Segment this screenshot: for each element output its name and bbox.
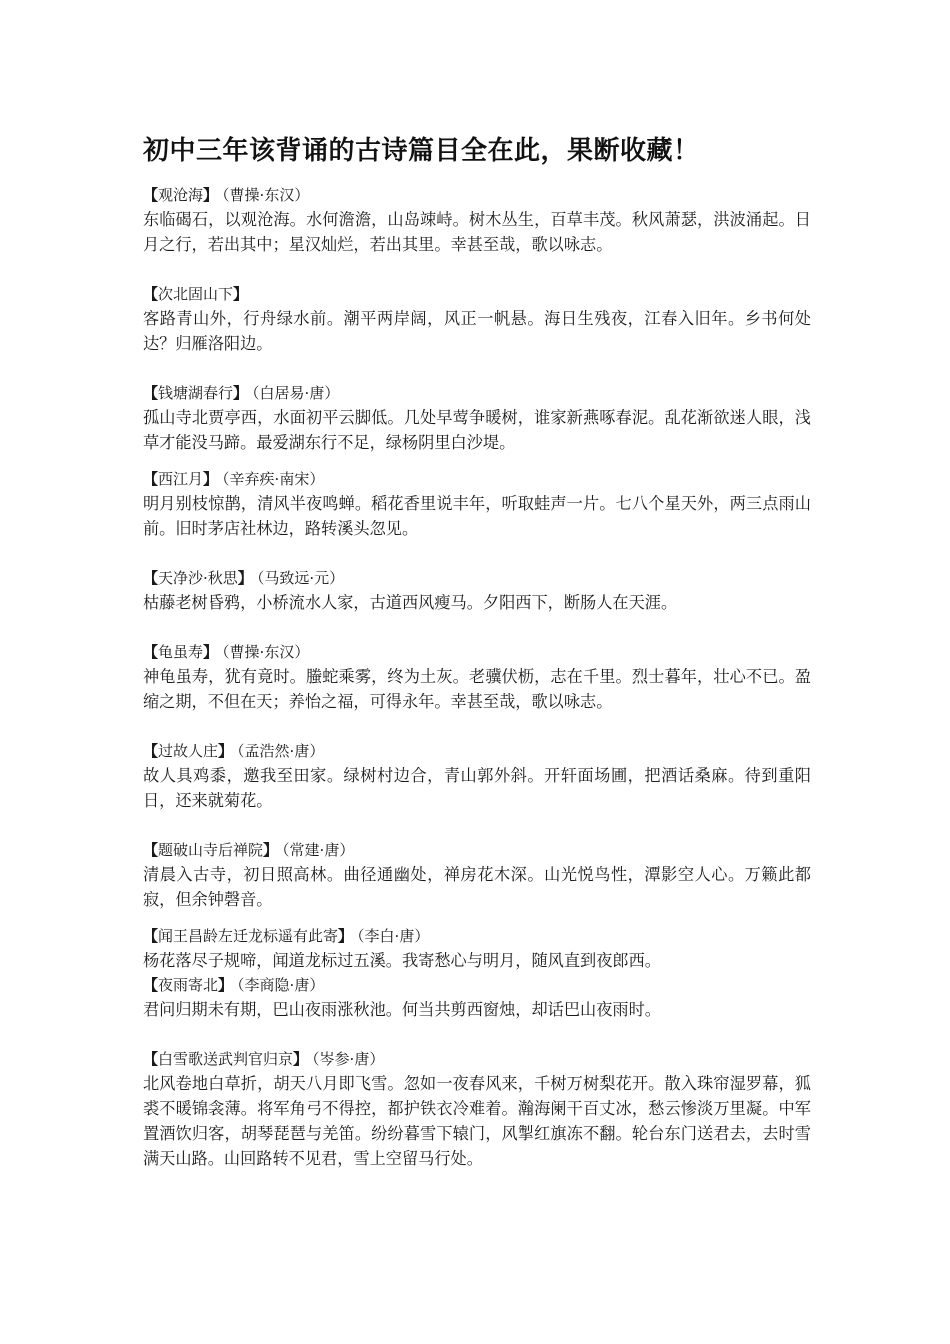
poem-heading: 【闻王昌龄左迁龙标遥有此寄】 （李白·唐） xyxy=(143,927,430,945)
poem-heading: 【龟虽寿】 （曹操·东汉） xyxy=(143,643,310,661)
poem-author: （孟浩然·唐） xyxy=(237,742,325,760)
poem-heading: 【白雪歌送武判官归京】 （岑参·唐） xyxy=(143,1050,385,1068)
poem-heading: 【西江月】 （辛弃疾·南宋） xyxy=(143,470,325,488)
poem-wen-wang-chang-ling xyxy=(143,924,811,973)
poem-heading: 【天净沙·秋思】 （马致远·元） xyxy=(143,569,345,587)
poem-title: 次北固山下 xyxy=(158,285,234,303)
document-title: 初中三年该背诵的古诗篇目全在此，果断收藏！ xyxy=(143,136,700,166)
poem-gui-sui-shou xyxy=(143,640,811,714)
poem-heading: 【夜雨寄北】 （李商隐·唐） xyxy=(143,976,325,994)
poem-heading: 【过故人庄】 （孟浩然·唐） xyxy=(143,742,325,760)
poem-title: 闻王昌龄左迁龙标遥有此寄 xyxy=(158,927,339,945)
poem-text: 明月别枝惊鹊，清风半夜鸣蝉。稻花香里说丰年，听取蛙声一片。七八个星天外，两三点雨山前。旧时茅店社林边，路转溪头忽见。 xyxy=(143,494,811,538)
poem-title: 钱塘湖春行 xyxy=(158,384,234,402)
poem-text: 东临碣石，以观沧海。水何澹澹，山岛竦峙。树木丛生，百草丰茂。秋风萧瑟，洪波涌起。日月之行，若出其中；星汉灿烂，若出其里。幸甚至哉，歌以咏志。 xyxy=(143,210,811,254)
poem-xi-jiang-yue xyxy=(143,467,811,541)
poem-author: （李商隐·唐） xyxy=(237,976,325,994)
poem-text: 神龟虽寿，犹有竟时。螣蛇乘雾，终为土灰。老骥伏枥，志在千里。烈士暮年，壮心不已。盈缩之期，不但在天；养怡之福，可得永年。幸甚至哉，歌以咏志。 xyxy=(143,667,811,711)
poem-text: 枯藤老树昏鸦，小桥流水人家，古道西风瘦马。夕阳西下，断肠人在天涯。 xyxy=(143,593,678,612)
poem-title: 白雪歌送武判官归京 xyxy=(158,1050,294,1068)
poem-author: （白居易·唐） xyxy=(252,384,340,402)
poem-text: 清晨入古寺，初日照高林。曲径通幽处，禅房花木深。山光悦鸟性，潭影空人心。万籁此都寂，但余钟磬音。 xyxy=(143,865,811,909)
poem-title: 天净沙·秋思 xyxy=(158,569,238,587)
poem-tian-jing-sha-qiu-si xyxy=(143,566,811,615)
poem-author: （曹操·东汉） xyxy=(222,643,310,661)
poem-author: （常建·唐） xyxy=(282,841,355,859)
poem-ti-po-shan-si-hou-chan-yuan xyxy=(143,838,811,912)
poem-author: （岑参·唐） xyxy=(312,1050,385,1068)
poem-text: 故人具鸡黍，邀我至田家。绿树村边合，青山郭外斜。开轩面场圃，把酒话桑麻。待到重阳日，还来就菊花。 xyxy=(143,766,811,810)
poem-heading: 【次北固山下】 xyxy=(143,285,249,303)
poem-author: （李白·唐） xyxy=(357,927,430,945)
poem-author: （曹操·东汉） xyxy=(222,186,310,204)
poem-title: 过故人庄 xyxy=(158,742,219,760)
poem-title: 夜雨寄北 xyxy=(158,976,219,994)
poem-text: 客路青山外，行舟绿水前。潮平两岸阔，风正一帆悬。海日生残夜，江春入旧年。乡书何处达？归雁洛阳边。 xyxy=(143,309,811,353)
poem-text: 孤山寺北贾亭西，水面初平云脚低。几处早莺争暖树，谁家新燕啄春泥。乱花渐欲迷人眼，浅草才能没马蹄。最爱湖东行不足，绿杨阴里白沙堤。 xyxy=(143,408,811,452)
poem-heading: 【题破山寺后禅院】 （常建·唐） xyxy=(143,841,355,859)
poem-heading: 【观沧海】 （曹操·东汉） xyxy=(143,186,310,204)
poem-ci-bei-gu-shan-xia xyxy=(143,282,811,356)
poem-bai-xue-ge xyxy=(143,1047,811,1171)
document-page xyxy=(143,131,811,1171)
poem-ye-yu-ji-bei xyxy=(143,973,811,1022)
poem-title: 西江月 xyxy=(158,470,204,488)
poem-text: 杨花落尽子规啼，闻道龙标过五溪。我寄愁心与明月，随风直到夜郎西。 xyxy=(143,951,661,970)
poem-guan-cang-hai xyxy=(143,183,811,257)
poem-qian-tang-hu-chun-xing xyxy=(143,381,811,455)
poem-title: 题破山寺后禅院 xyxy=(158,841,264,859)
poem-title: 观沧海 xyxy=(158,186,204,204)
poem-author: （辛弃疾·南宋） xyxy=(222,470,325,488)
poem-author: （马致远·元） xyxy=(256,569,345,587)
poem-text: 北风卷地白草折，胡天八月即飞雪。忽如一夜春风来，千树万树梨花开。散入珠帘湿罗幕，狐裘不暖锦衾薄。将军角弓不得控，都护铁衣冷难着。瀚海阑干百丈冰，愁云惨淡万里凝。中军置酒饮归客，胡琴琵琶与羌笛。纷纷暮雪下辕门，风掣红旗冻不翻。轮台东门送君去，去时雪满天山路。山回路转不见君，雪上空留马行处。 xyxy=(143,1074,811,1168)
poem-title: 龟虽寿 xyxy=(158,643,204,661)
poem-text: 君问归期未有期，巴山夜雨涨秋池。何当共剪西窗烛，却话巴山夜雨时。 xyxy=(143,1000,661,1019)
poem-heading: 【钱塘湖春行】 （白居易·唐） xyxy=(143,384,340,402)
poem-guo-gu-ren-zhuang xyxy=(143,739,811,813)
